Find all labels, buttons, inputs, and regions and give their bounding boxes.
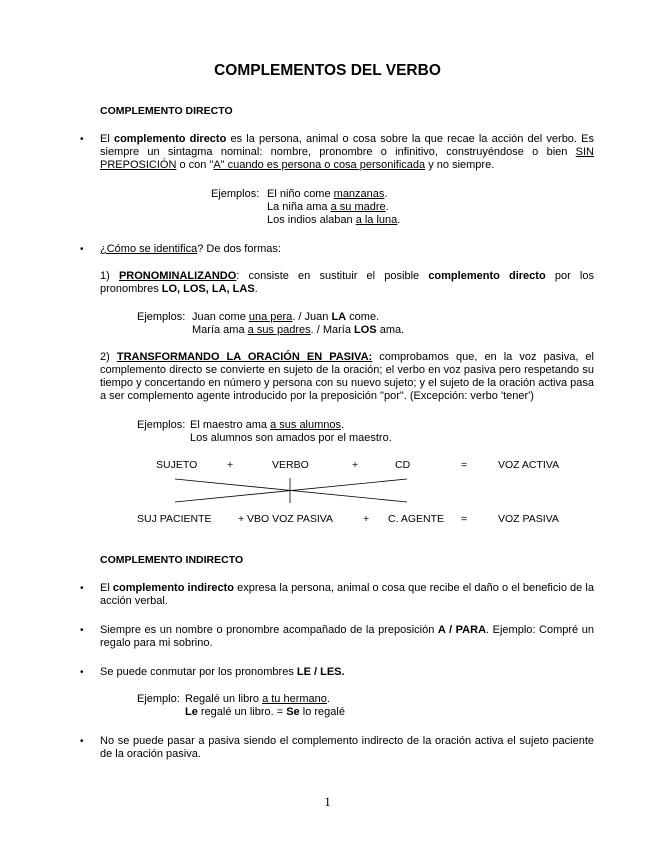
bullet-icon: • bbox=[80, 244, 84, 255]
cd-example-line: Los indios alaban a la luna. bbox=[267, 214, 401, 226]
ci-example-label: Ejemplo: bbox=[137, 693, 180, 705]
cd-examples-label: Ejemplos: bbox=[211, 188, 260, 200]
eq-c-agente: C. AGENTE bbox=[388, 513, 445, 525]
eq-voz-activa: VOZ ACTIVA bbox=[498, 459, 560, 471]
bullet-icon: • bbox=[80, 134, 84, 145]
eq-cd: CD bbox=[395, 459, 411, 471]
eq-equals: = bbox=[461, 513, 468, 525]
eq-verbo: VERBO bbox=[272, 459, 309, 471]
eq-equals: = bbox=[461, 459, 468, 471]
ci-preposition-paragraph: Siempre es un nombre o pronombre acompañado de la preposición A / PARA. Ejemplo: Compré un regalo para mi sobrino. bbox=[100, 624, 594, 649]
cd-definition-paragraph: El complemento directo es la persona, animal o cosa sobre la que recae la acción del verbo. Es siempre un sintagma nominal: nombre, pronombre o infinitivo, construyéndose o bien SIN PREPOSICIÓN o con "A" cuando es persona o cosa personificada y no siempre. bbox=[100, 133, 594, 171]
eq-voz-pasiva: VOZ PASIVA bbox=[498, 513, 559, 525]
cd-examples-label: Ejemplos: bbox=[137, 419, 186, 431]
page-title: COMPLEMENTOS DEL VERBO bbox=[214, 62, 441, 79]
bullet-icon: • bbox=[80, 736, 84, 747]
cd-examples-label: Ejemplos: bbox=[137, 311, 186, 323]
bullet-icon: • bbox=[80, 625, 84, 636]
ci-definition-paragraph: El complemento indirecto expresa la persona, animal o cosa que recibe el daño o el beneficio de la acción verbal. bbox=[100, 582, 594, 607]
bullet-icon: • bbox=[80, 667, 84, 678]
cd-example-line: Los alumnos son amados por el maestro. bbox=[190, 432, 392, 444]
section-heading-indirect-object: COMPLEMENTO INDIRECTO bbox=[100, 554, 244, 566]
cd-method-passive: 2) TRANSFORMANDO LA ORACIÓN EN PASIVA: comprobamos que, en la voz pasiva, el complemento directo se convierte en sujeto de la oración; el verbo en voz pasiva pero respetando su tiempo y concertando en número y persona con su nuevo sujeto; y el sujeto de la oración activa pasa a ser complemento agente introducido por la preposición "por". (Excepción: verbo 'tener') bbox=[100, 351, 594, 402]
page-number: 1 bbox=[324, 794, 331, 809]
cd-example-line: La niña ama a su madre. bbox=[267, 201, 389, 213]
eq-vbo-voz-pasiva: + VBO VOZ PASIVA bbox=[238, 513, 334, 525]
cd-method-pronominalize: 1) PRONOMINALIZANDO: consiste en sustituir el posible complemento directo por los pronombres LO, LOS, LA, LAS. bbox=[100, 270, 594, 295]
ci-passive-paragraph: No se puede pasar a pasiva siendo el complemento indirecto de la oración activa el sujeto paciente de la oración pasiva. bbox=[100, 735, 594, 760]
eq-plus: + bbox=[363, 513, 370, 525]
bullet-icon: • bbox=[80, 583, 84, 594]
section-heading-direct-object: COMPLEMENTO DIRECTO bbox=[100, 105, 233, 117]
eq-plus: + bbox=[227, 459, 234, 471]
cd-identify-question: ¿Cómo se identifica? De dos formas: bbox=[100, 243, 281, 255]
ci-example-line: Regalé un libro a tu hermano. bbox=[185, 693, 330, 705]
cd-example-line: Juan come una pera. / Juan LA come. bbox=[192, 311, 380, 323]
ci-pronouns-paragraph: Se puede conmutar por los pronombres LE / LES. bbox=[100, 666, 345, 678]
cd-example-line: El maestro ama a sus alumnos. bbox=[190, 419, 345, 431]
eq-suj-paciente: SUJ PACIENTE bbox=[137, 513, 212, 525]
ci-example-line: Le regalé un libro. = Se lo regalé bbox=[185, 706, 345, 718]
eq-sujeto: SUJETO bbox=[156, 459, 198, 471]
cd-example-line: María ama a sus padres. / María LOS ama. bbox=[192, 324, 405, 336]
cd-example-line: El niño come manzanas. bbox=[267, 188, 388, 200]
eq-plus: + bbox=[352, 459, 359, 471]
